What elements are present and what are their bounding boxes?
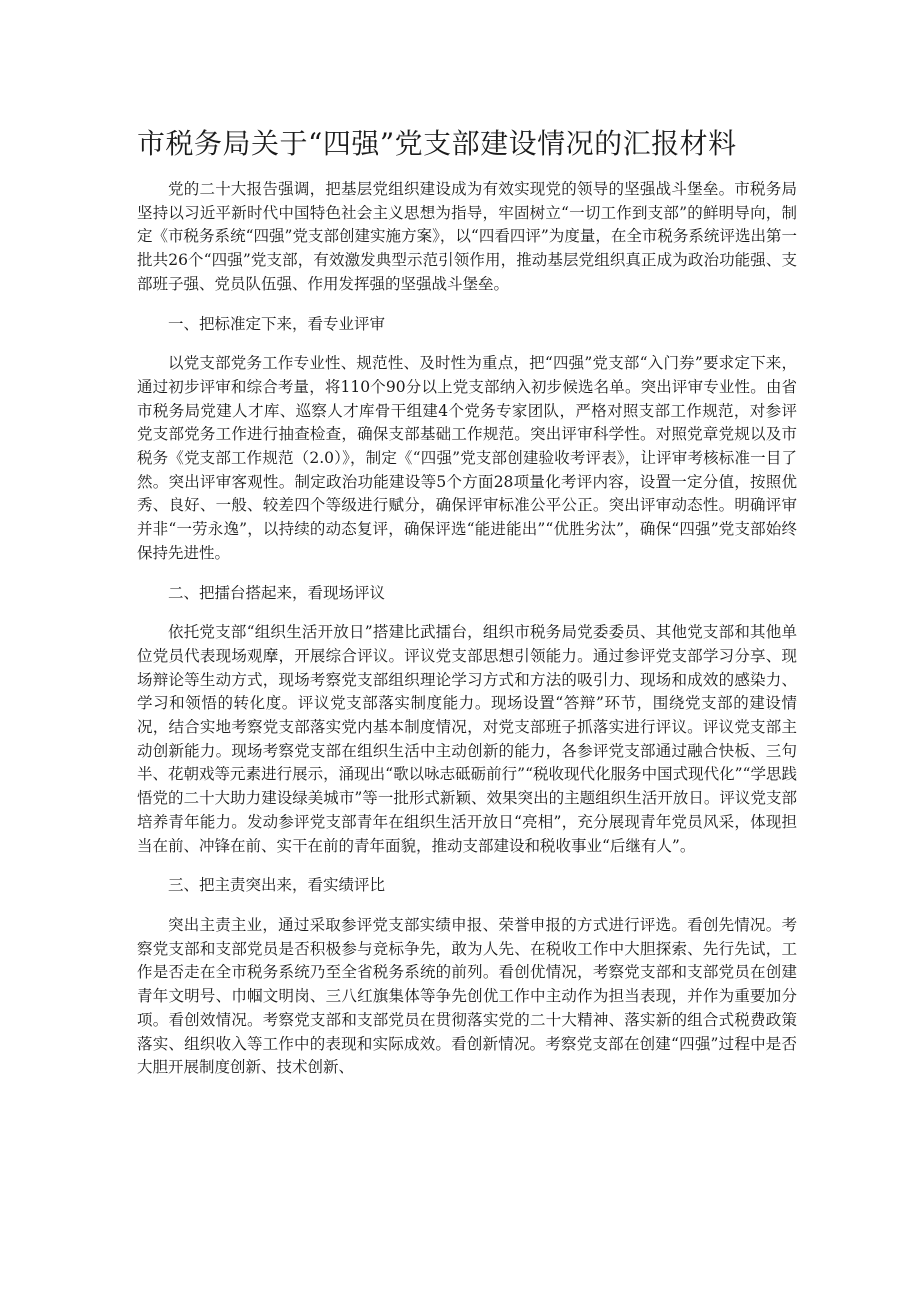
- intro-paragraph: 党的二十大报告强调，把基层党组织建设成为有效实现党的领导的坚强战斗堡垒。市税务局坚持以习近平新时代中国特色社会主义思想为指导，牢固树立“一切工作到支部”的鲜明导向，制定《市税务系统“四强”党支部创建实施方案》，以“四看四评”为度量，在全市税务系统评选出第一批共26个“四强”党支部，有效激发典型示范引领作用，推动基层党组织真正成为政治功能强、支部班子强、党员队伍强、作用发挥强的坚强战斗堡垒。: [137, 180, 797, 293]
- section-3-heading: 三、把主责突出来，看实绩评比: [168, 876, 386, 895]
- section-2-body: 依托党支部“组织生活开放日”搭建比武擂台，组织市税务局党委委员、其他党支部和其他单位党员代表现场观摩，开展综合评议。评议党支部思想引领能力。通过参评党支部学习分享、现场辩论等生动方式，现场考察党支部组织理论学习方式和方法的吸引力、现场和成效的感染力、学习和领悟的转化度。评议党支部落实制度能力。现场设置“答辩”环节，围绕党支部的建设情况，结合实地考察党支部落实党内基本制度情况，对党支部班子抓落实进行评议。评议党支部主动创新能力。现场考察党支部在组织生活中主动创新的能力，各参评党支部通过融合快板、三句半、花朝戏等元素进行展示，涌现出“歌以咏志砥砺前行”“税收现代化服务中国式现代化”“学思践悟党的二十大助力建设绿美城市”等一批形式新颖、效果突出的主题组织生活开放日。评议党支部培养青年能力。发动参评党支部青年在组织生活开放日“亮相”，充分展现青年党员风采，体现担当在前、冲锋在前、实干在前的青年面貌，推动支部建设和税收事业“后继有人”。: [137, 623, 797, 855]
- section-2-heading: 二、把擂台搭起来，看现场评议: [168, 583, 386, 602]
- section-1-body: 以党支部党务工作专业性、规范性、及时性为重点，把“四强”党支部“入门券”要求定下来，通过初步评审和综合考量，将110个90分以上党支部纳入初步候选名单。突出评审专业性。由省市税务局党建人才库、巡察人才库骨干组建4个党务专家团队，严格对照支部工作规范，对参评党支部党务工作进行抽查检查，确保支部基础工作规范。突出评审科学性。对照党章党规以及市税务《党支部工作规范（2.0）》，制定《“四强”党支部创建验收考评表》，让评审考核标准一目了然。突出评审客观性。制定政治功能建设等5个方面28项量化考评内容，设置一定分值，按照优秀、良好、一般、较差四个等级进行赋分，确保评审标准公平公正。突出评审动态性。明确评审并非“一劳永逸”，以持续的动态复评，确保评选“能进能出”“优胜劣汰”，确保“四强”党支部始终保持先进性。: [137, 354, 797, 562]
- document-body: [137, 178, 797, 1096]
- section-3-body: 突出主责主业，通过采取参评党支部实绩申报、荣誉申报的方式进行评选。看创先情况。考察党支部和支部党员是否积极参与竞标争先，敢为人先、在税收工作中大胆探索、先行先试，工作是否走在全市税务系统乃至全省税务系统的前列。看创优情况，考察党支部和支部党员在创建青年文明号、巾帼文明岗、三八红旗集体等争先创优工作中主动作为担当表现，并作为重要加分项。看创效情况。考察党支部和支部党员在贯彻落实党的二十大精神、落实新的组合式税费政策落实、组织收入等工作中的表现和实际成效。看创新情况。考察党支部在创建“四强”过程中是否大胆开展制度创新、技术创新、: [137, 915, 797, 1077]
- document-title: 市税务局关于“四强”党支部建设情况的汇报材料: [137, 127, 737, 160]
- section-1-heading: 一、把标准定下来，看专业评审: [168, 314, 386, 333]
